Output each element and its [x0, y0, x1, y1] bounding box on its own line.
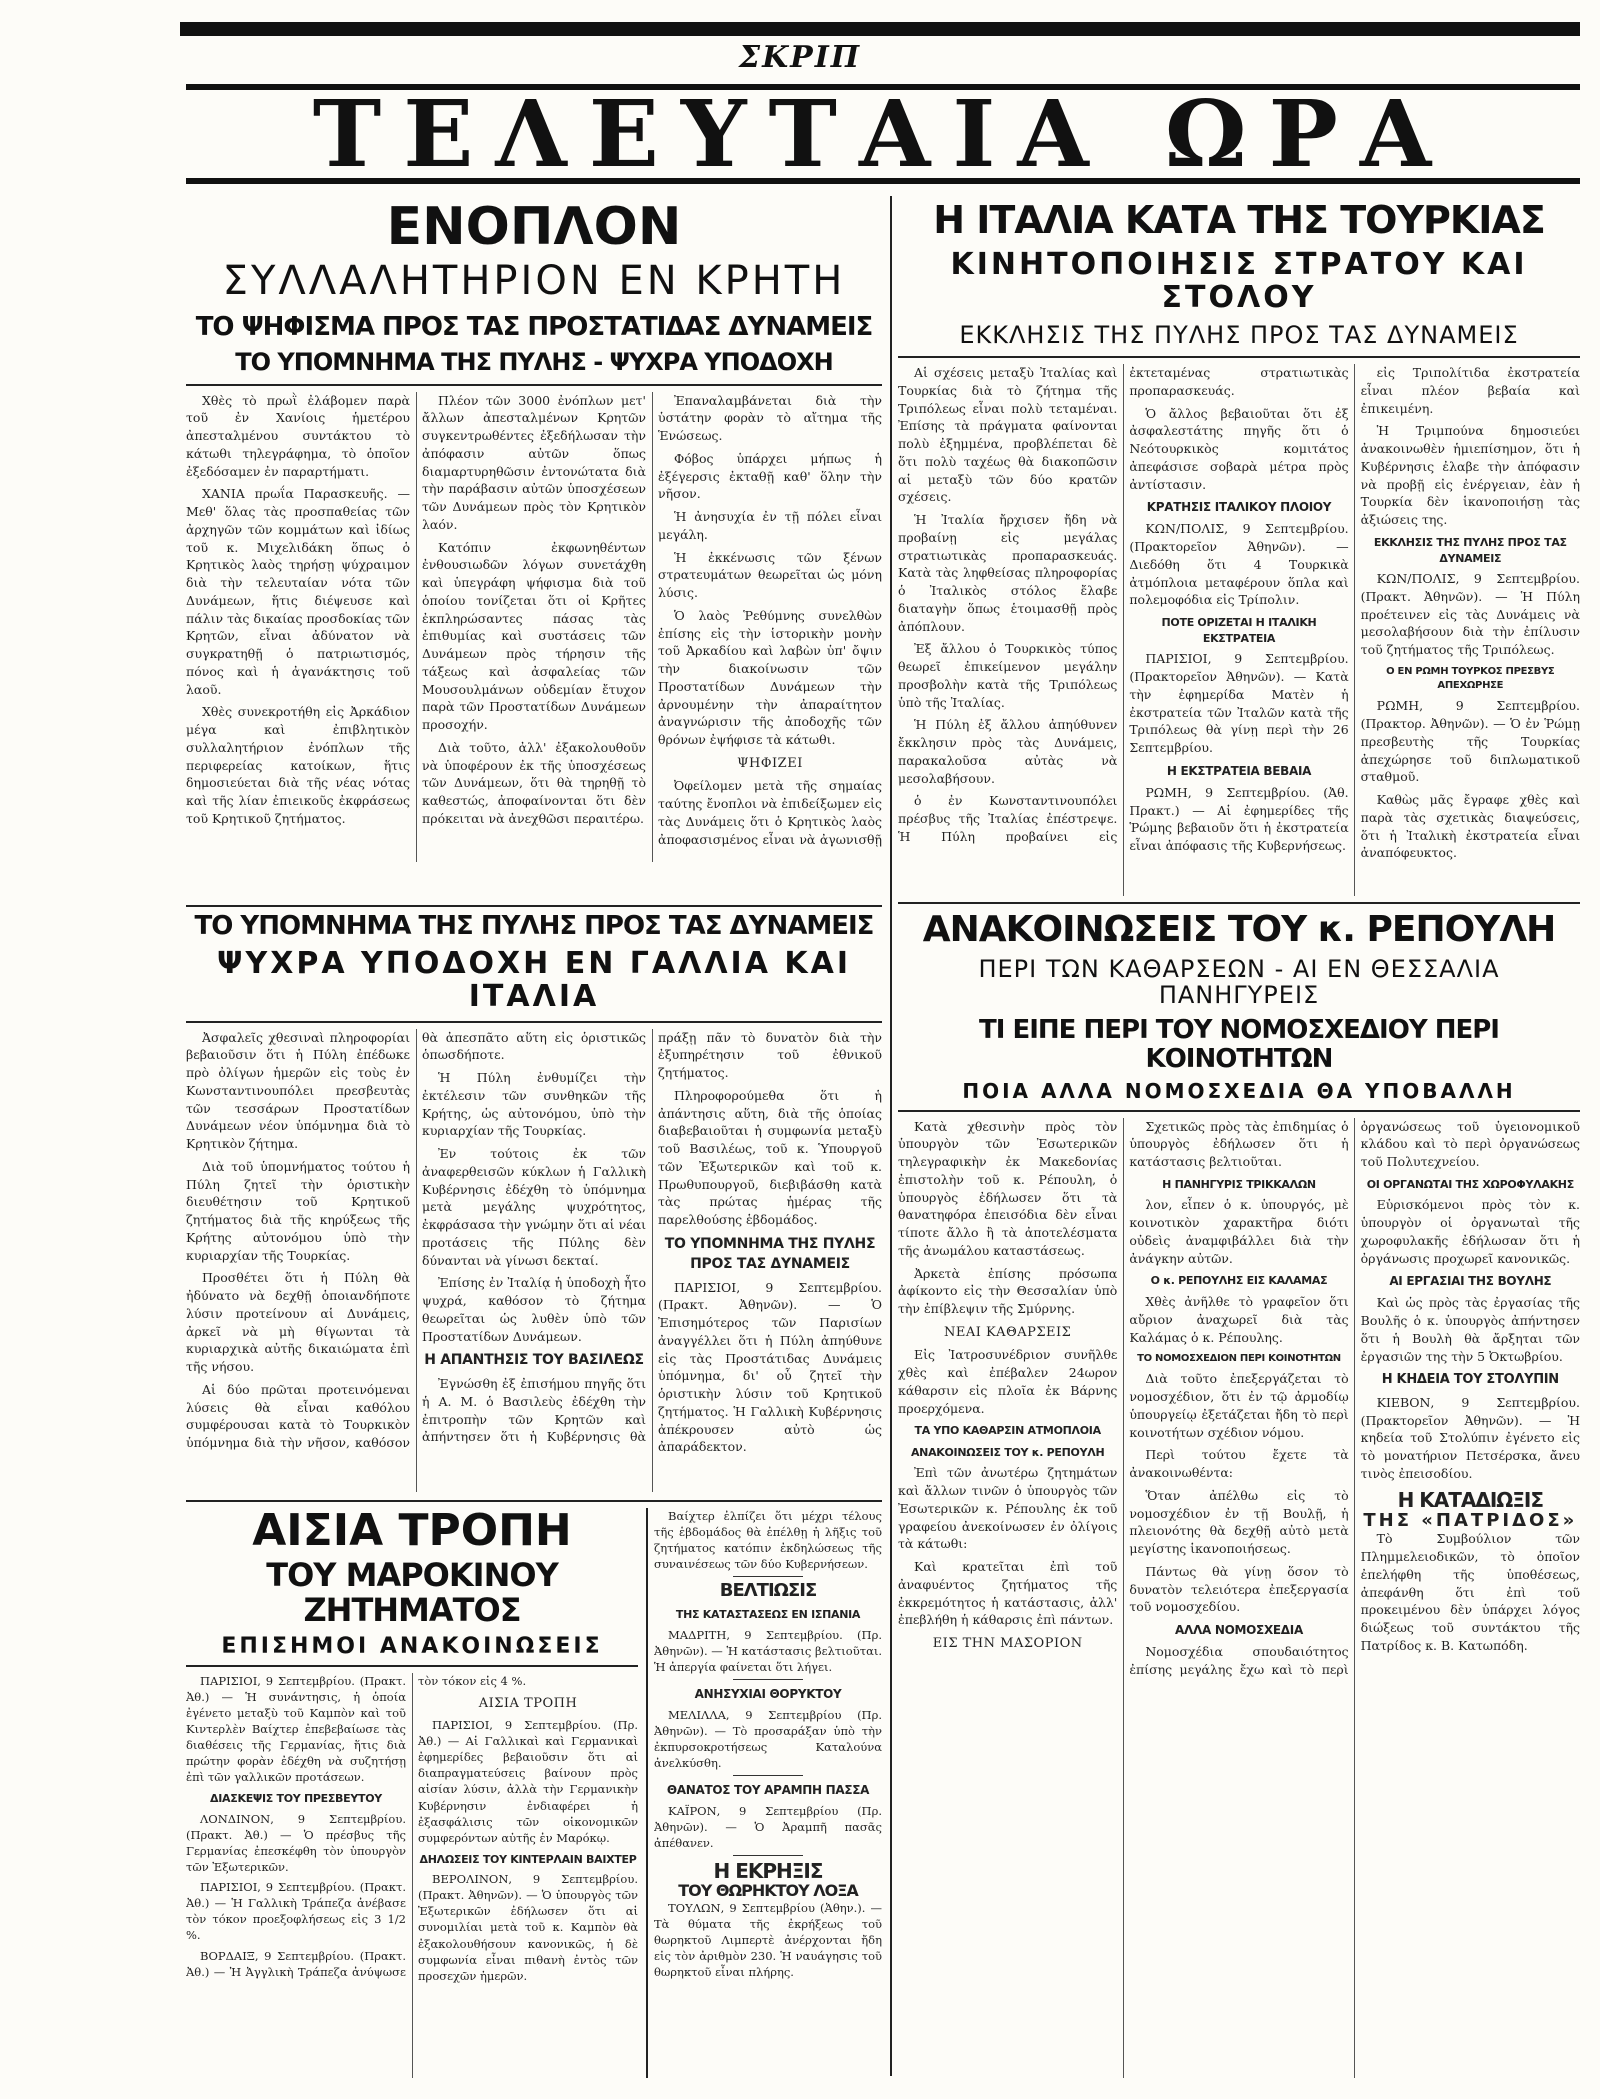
- memo-porte-heading: ΤΟ ΥΠΟΜΝΗΜΑ ΤΗΣ ΠΥΛΗΣ ΠΡΟΣ ΤΑΣ ΔΥΝΑΜΕΙΣ: [664, 1235, 876, 1272]
- crete-deck-2: ΤΟ ΥΠΟΜΝΗΜΑ ΤΗΣ ΠΥΛΗΣ - ΨΥΧΡΑ ΥΠΟΔΟΧΗ: [235, 348, 833, 377]
- morocco-para: ΠΑΡΙΣΙΟΙ, 9 Σεπτεμβρίου. (Πρακτ. Ἀθ.) — Ἡ Γαλλικὴ Τράπεζα ἀνέβασε τὸν τόκον προεξοφλήσεως εἰς 3 1/2 %.: [186, 1880, 406, 1943]
- memo-para: Αἱ δύο πρῶται προτεινόμεναι λύσεις θὰ εἶναι καθόλου συμφέρουσαι κατὰ τὸ Τουρκικὸν ὑπόμνημα διὰ τὴν νῆσον, καθόσον θὰ ἀπεσπᾶτο αὕτη εἰς ὁριστικῶς ὁπωσδήποτε.: [186, 1029, 646, 1451]
- italy-para: ΚΩΝ/ΠΟΛΙΣ, 9 Σεπτεμβρίου. (Πρακτορεῖον Ἀθηνῶν). — Διεδόθη ὅτι 4 Τουρκικὰ ἀτμόπλοια μεταφέρουν ὅπλα καὶ πολεμοφόδια εἰς Τρίπολιν.: [1129, 521, 1349, 608]
- italy-body: [898, 364, 1580, 896]
- morocco-subheadline: ΤΟΥ ΜΑΡΟΚΙΝΟΥ ΖΗΤΗΜΑΤΟΣ: [266, 1556, 558, 1630]
- italy-subheadline: ΚΙΝΗΤΟΠΟΙΗΣΙΣ ΣΤΡΑΤΟΥ ΚΑΙ ΣΤΟΛΟΥ: [950, 246, 1528, 315]
- repoulis-subhead: ΝΕΑΙ ΚΑΘΑΡΣΕΙΣ: [943, 1324, 1072, 1340]
- memo-para: Ἀσφαλεῖς χθεσιναὶ πληροφορίαι βεβαιοῦσιν ὅτι ἡ Πύλη ἐπέδωκε πρὸ ὀλίγων ἡμερῶν εἰς τοὺς ἐν Κωνσταντινουπόλει πρεσβευτὰς τῶν τεσσάρων Προστατίδων Δυνάμεων νέον ὑπόμνημα διὰ τὸ Κρητικὸν ζήτημα.: [186, 1029, 410, 1152]
- repoulis-para: Καὶ ὡς πρὸς τὰς ἐργασίας τῆς Βουλῆς ὁ κ. ὑπουργὸς ἀπήντησεν ὅτι ἡ Βουλὴ θὰ ἄρξηται τῶν ἐργασιῶν της τὴν 5 Ὀκτωβρίου.: [1360, 1295, 1580, 1364]
- newspaper-name: ΣΚΡΙΠ: [738, 40, 862, 75]
- crete-resolution-label: ΨΗΦΙΖΕΙ: [737, 755, 803, 771]
- italy-para: ΡΩΜΗ, 9 Σεπτεμβρίου. (Ἀθ. Πρακτ.) — Αἱ ἐφημερίδες τῆς Ῥώμης βεβαιοῦν ὅτι ἡ ἐκστρατεία εἶναι ἀπόφασις τῆς Κυβερνήσεως.: [1129, 784, 1349, 854]
- stolypin-headline: Η ΚΗΔΕΙΑ ΤΟΥ ΣΤΟΛΥΠΙΝ: [1381, 1372, 1559, 1388]
- italy-subhead: Ο ΕΝ ΡΩΜΗ ΤΟΥΡΚΟΣ ΠΡΕΣΒΥΣ ΑΠΕΧΩΡΗΣΕ: [1386, 665, 1555, 692]
- morocco-subhead: ΔΙΑΣΚΕΨΙΣ ΤΟΥ ΠΡΕΣΒΕΥΤΟΥ: [210, 1792, 382, 1806]
- crete-para: Ἡ ἀνησυχία ἐν τῇ πόλει εἶναι μεγάλη.: [658, 509, 882, 542]
- italy-para: ΚΩΝ/ΠΟΛΙΣ, 9 Σεπτεμβρίου. (Πρακτ. Ἀθηνῶν). — Ἡ Πύλη προέτεινεν εἰς τὰς Δυνάμεις νὰ μεσολαβήσουν διὰ τὴν ἐπίλυσιν τοῦ ζητήματος τῆς Τριπόλεως.: [1360, 571, 1580, 658]
- brief-rule: [733, 1679, 803, 1680]
- italy-para: Ἐξ ἄλλου ὁ Τουρκικὸς τύπος θεωρεῖ ἐπικείμενον μεγάλην προσβολὴν κατὰ τῆς Τριπόλεως ὑπὸ τῆς Ἰταλίας.: [898, 641, 1118, 710]
- memo-body: [186, 1029, 882, 1492]
- italy-subhead: ΕΚΚΛΗΣΙΣ ΤΗΣ ΠΥΛΗΣ ΠΡΟΣ ΤΑΣ ΔΥΝΑΜΕΙΣ: [1373, 535, 1567, 565]
- spain-headline: ΒΕΛΤΙΩΣΙΣ: [719, 1580, 817, 1602]
- briefs-body: [654, 1508, 882, 1980]
- crete-para: Χθὲς συνεκροτήθη εἰς Ἀρκάδιον μέγα καὶ ἐπιβλητικὸν συλλαλητήριον ἐνόπλων τῆς περιφερείας κατοίκων, ἥτις δημοσιεύεται διὰ τῆς νέας νότας καὶ τῆς λίαν ἐπιεικοῦς ἐκφράσεως τοῦ Κρητικοῦ ζητήματος.: [186, 704, 410, 826]
- repoulis-subhead: ΕΙΣ ΤΗΝ ΜΑΣΟΡΙΟΝ: [932, 1636, 1083, 1652]
- crete-para: Πλέον τῶν 3000 ἐνόπλων μετ' ἄλλων ἀπεσταλμένων Κρητῶν συγκεντρωθέντες ἐξεδήλωσαν τὴν ἀπόφασιν αὐτῶν ὅπως διαμαρτυρηθῶσιν ἐντονώτατα διὰ τὴν παράβασιν αὐτῶν ὑποσχέσεων τῶν Δυνάμεων πρὸς τὸν Κρητικὸν λαόν.: [422, 392, 646, 532]
- morocco-subhead: ΔΗΛΩΣΕΙΣ ΤΟΥ ΚΙΝΤΕΡΛΑΙΝ ΒΑΙΧΤΕΡ: [419, 1852, 637, 1866]
- italy-para: Ἡ Τριμπούνα δημοσιεύει ἀνακοινωθὲν ἡμιεπίσημον, ὅτι ἡ Κυβέρνησις ἐλαβε τὴν ἀπόφασιν νὰ προβῇ εἰς ἐνέργειαν, ἐὰν ἡ Τουρκία δὲν ἱκανοποιήσῃ τὰς ἀξιώσεις της.: [1360, 423, 1580, 528]
- italy-para: ΡΩΜΗ, 9 Σεπτεμβρίου. (Πρακτορ. Ἀθηνῶν). — Ὁ ἐν Ῥώμῃ πρεσβευτὴς τῆς Τουρκίας ἀπεχώρησε τοῦ διπλωματικοῦ σταθμοῦ.: [1360, 698, 1580, 785]
- brief-para: ΚΑΪΡΟΝ, 9 Σεπτεμβρίου (Πρ. Ἀθηνῶν). — Ὁ Ἀραμπῆ πασᾶς ἀπέθανεν.: [654, 1803, 882, 1850]
- repoulis-para: Περὶ τούτου ἔχετε τὰ ἀνακοινωθέντα:: [1129, 1447, 1349, 1481]
- morocco-column-rule: [646, 1508, 648, 2078]
- repoulis-deck-1: ΤΙ ΕΙΠΕ ΠΕΡΙ ΤΟΥ ΝΟΜΟΣΧΕΔΙΟΥ ΠΕΡΙ ΚΟΙΝΟΤΗΤΩΝ: [979, 1015, 1499, 1074]
- crete-body: [186, 392, 882, 862]
- italy-headline: Η ΙΤΑΛΙΑ ΚΑΤΑ ΤΗΣ ΤΟΥΡΚΙΑΣ: [933, 198, 1545, 242]
- crete-para: Φόβος ὑπάρχει μήπως ἡ ἐξέγερσις ἐκταθῇ καθ' ὅλην τὴν νῆσον.: [658, 450, 882, 502]
- italy-para: ΠΑΡΙΣΙΟΙ, 9 Σεπτεμβρίου. (Πρακτορεῖον Ἀθηνῶν). — Κατὰ τὴν ἐφημερίδα Ματὲν ἡ ἐκστρατεία τῶν Ἰταλῶν κατὰ τῆς Τριπόλεως θὰ γίνῃ περὶ τὴν 26 Σεπτεμβρίου.: [1129, 651, 1349, 756]
- brief-rule: [733, 1576, 803, 1577]
- crete-para: Διὰ τοῦτο, ἀλλ' ἐξακολουθοῦν νὰ ὑποφέρουν ἐκ τῆς ὑποσχέσεως τῶν Δυνάμεων, ὅτι θὰ τηρηθῇ τὸ καθεστώς, ἀποφαίνονται ὅτι δὲν πρόκειται νὰ ἀνεχθῶσι περαιτέρω.: [422, 739, 646, 826]
- italy-subhead: ΚΡΑΤΗΣΙΣ ΙΤΑΛΙΚΟΥ ΠΛΟΙΟΥ: [1146, 500, 1332, 515]
- memo-subheadline: ΨΥΧΡΑ ΥΠΟΔΟΧΗ ΕΝ ΓΑΛΛΙΑ ΚΑΙ ΙΤΑΛΙΑ: [217, 945, 851, 1014]
- memo-para: Πληροφορούμεθα ὅτι ἡ ἀπάντησις αὕτη, διὰ τῆς ὁποίας διαβεβαιοῦται ἡ συμφωνία μεταξὺ τοῦ Βασιλέως, τοῦ κ. Ὑπουργοῦ τῶν Ἐξωτερικῶν καὶ τοῦ κ. Πρωθυπουργοῦ, διεβιβάσθη κατὰ τὰς πρώτας ἡμέρας τῆς παρελθούσης ἑβδομάδος.: [658, 1087, 882, 1228]
- section-title: ΤΕΛΕΥΤΑΙΑ ΩΡΑ: [312, 80, 1454, 188]
- repoulis-headline: ΑΝΑΚΟΙΝΩΣΕΙΣ ΤΟΥ κ. ΡΕΠΟΥΛΗ: [922, 910, 1556, 950]
- repoulis-deck-2: ΠΟΙΑ ΑΛΛΑ ΝΟΜΟΣΧΕΔΙΑ ΘΑ ΥΠΟΒΑΛΛΗ: [962, 1078, 1516, 1103]
- morocco-headline: ΑΙΣΙΑ ΤΡΟΠΗ: [252, 1508, 572, 1556]
- section-title-banner: [186, 80, 1580, 188]
- morocco-subhead: ΑΙΣΙΑ ΤΡΟΠΗ: [478, 1695, 578, 1711]
- repoulis-para: Ἐπὶ τῶν ἀνωτέρω ζητημάτων καὶ ἄλλων τινῶν ὁ ὑπουργὸς τῶν Ἐσωτερικῶν κ. Ρέπουλης ἐκ τοῦ γραφείου ἀνεκοίνωσεν ἐν ὀλίγοις τὰ κάτωθι:: [898, 1465, 1118, 1552]
- repoulis-para: Διὰ τοῦτο ἐπεξεργάζεται τὸ νομοσχέδιον, ὅτι ἐν τῷ ἀρμοδίῳ ὑπουργείῳ ἐξετάζεται ἤδη τὸ περὶ κοινοτήτων σχέδιον νόμου.: [1129, 1371, 1349, 1440]
- brief-para: ΜΕΛΙΛΛΑ, 9 Σεπτεμβρίου (Πρ. Ἀθηνῶν). — Τὸ προσαράξαν ὑπὸ τὴν ἐκπυρσοκροτήσεως Καταλούνα ἀνελκύσθη.: [654, 1707, 882, 1770]
- morocco-para: ΒΟΡΔΑΙΞ, 9 Σεπτεμβρίου. (Πρακτ. Ἀθ.) — Ἡ Ἀγγλικὴ Τράπεζα ἀνύψωσε τὸν τόκον εἰς 4 %.: [186, 1673, 527, 1979]
- masthead-top-rule: [180, 22, 1580, 36]
- repoulis-subhead: ΤΑ ΥΠΟ ΚΑΘΑΡΣΙΝ ΑΤΜΟΠΛΟΙΑ: [914, 1424, 1101, 1438]
- repoulis-subhead: ΑΝΑΚΟΙΝΩΣΕΙΣ ΤΟΥ κ. ΡΕΠΟΥΛΗ: [910, 1445, 1105, 1459]
- repoulis-subhead: ΑΙ ΕΡΓΑΣΙΑΙ ΤΗΣ ΒΟΥΛΗΣ: [1389, 1274, 1552, 1289]
- repoulis-subhead: Ο κ. ΡΕΠΟΥΛΗΣ ΕΙΣ ΚΑΛΑΜΑΣ: [1150, 1274, 1328, 1288]
- memo-para: Ἐν τούτοις ἐκ τῶν ἀναφερθεισῶν κύκλων ἡ Γαλλικὴ Κυβέρνησις ἐδέχθη τὸ ὑπόμνημα μετὰ μεγάλης ψυχρότητος, ἐκφράσασα τὴν γνώμην ὅτι αἱ νέαι προτάσεις τῆς Πύλης δὲν δύνανται νὰ γίνωσι δεκταί.: [422, 1146, 646, 1268]
- warship-headline: ΑΝΗΣΥΧΙΑΙ ΘΟΡΥΚΤΟΥ: [694, 1686, 842, 1701]
- patris-subheadline: ΤΗΣ «ΠΑΤΡΙΔΟΣ»: [1363, 1509, 1578, 1531]
- memo-para: Διὰ τοῦ ὑπομνήματος τούτου ἡ Πύλη ζητεῖ τὴν ὁριστικὴν διευθέτησιν τοῦ Κρητικοῦ ζητήματος διὰ τῆς κηρύξεως τῆς Κρήτης αὐτονόμου ὑπὸ τὴν κυριαρχίαν τῆς Τουρκίας.: [186, 1158, 410, 1263]
- repoulis-para: Χθὲς ἀνῆλθε τὸ γραφεῖον ὅτι αὔριον ἀναχωρεῖ διὰ τὰς Καλάμας ὁ κ. Ρέπουλης.: [1129, 1294, 1349, 1345]
- repoulis-subhead: ΑΛΛΑ ΝΟΜΟΣΧΕΔΙΑ: [1175, 1623, 1303, 1638]
- morocco-para: ΠΑΡΙΣΙΟΙ, 9 Σεπτεμβρίου. (Πρακτ. Ἀθ.) — Ἡ συνάντησις, ἡ ὁποία ἐγένετο μεταξὺ τοῦ Καμπὸν καὶ τοῦ Κιντερλὲν Βαίχτερ ἐπεβεβαίωσε τὰς διαθέσεις τῆς Γερμανίας, ἥτις διὰ πρώτην φορὰν ἐδέχθη νὰ συζητήσῃ ἐπὶ τῶν γαλλικῶν προτάσεων.: [186, 1673, 406, 1785]
- brief-rule: [733, 1775, 803, 1776]
- memo-para: Ἡ Πύλη ἐνθυμίζει τὴν ἐκτέλεσιν τῶν συνθηκῶν τῆς Κρήτης, ὡς αὐτονόμου, ὑπὸ τὴν κυριαρχίαν τῆς Τουρκίας.: [422, 1070, 646, 1139]
- italy-para: ὁ ἐν Κωνσταντινουπόλει πρέσβυς τῆς Ἰταλίας ἐπέστρεψε. Ἡ Πύλη προβαίνει εἰς ἐκτεταμένας στρατιωτικὰς προπαρασκευάς.: [898, 365, 1349, 844]
- explosion-headline: Η ΕΚΡΗΞΙΣ: [713, 1859, 823, 1884]
- morocco-article: [186, 1508, 638, 2078]
- explosion-subheadline: ΤΟΥ ΘΩΡΗΚΤΟΥ ΛΟΞΑ: [678, 1881, 858, 1901]
- brief-para: ΤΟΥΛΩΝ, 9 Σεπτεμβρίου (Ἀθην.). — Τὰ θύματα τῆς ἐκρήξεως τοῦ θωρηκτοῦ Λιμπερτὲ ἀνέρχονται ἤδη εἰς τὸν ἀριθμὸν 230. Ἡ ναυάγησις τοῦ θωρηκτοῦ εἶναι πλήρης.: [654, 1900, 882, 1980]
- center-column-rule: [890, 196, 892, 2076]
- italy-article: [898, 196, 1580, 896]
- crete-head-rule: [186, 384, 882, 386]
- crete-para: ΧΑΝΙΑ πρωΐα Παρασκευῆς. — Μεθ' ὅλας τὰς προσπαθείας τῶν ἀρχηγῶν τῶν κομμάτων καὶ ἰδίως τοῦ κ. Μιχελιδάκη ὅπως ὁ Κρητικὸς λαὸς τηρήσῃ ψύχραιμον διὰ τὴν τελευταίαν νότα τῶν Δυνάμεων, ἥτις διέψευσε καὶ πάλιν τὰς δικαίας προσδοκίας τῶν Κρητῶν, εἶναι ἀδύνατον νὰ συγκρατηθῇ ὁ πατριωτισμός, πόνος καὶ ἡ ἀγανάκτησις τοῦ λαοῦ.: [186, 486, 410, 697]
- patris-headline: Η ΚΑΤΑΔΙΩΞΙΣ: [1397, 1487, 1544, 1512]
- italy-para: Αἱ σχέσεις μεταξὺ Ἰταλίας καὶ Τουρκίας διὰ τὸ ζήτημα τῆς Τριπόλεως εἶναι πολὺ τεταμέναι. Ἐπίσης τὰ πράγματα φαίνονται πολὺ ἐξημμένα, προβλέπεται δὲ ὅτι πολὺ ταχέως θὰ διακοπῶσιν αἱ μεταξὺ τῶν δύο κρατῶν σχέσεις.: [898, 365, 1118, 505]
- repoulis-body: [898, 1118, 1580, 2078]
- repoulis-para: Καὶ κρατεῖται ἐπὶ τοῦ ἀναφυέντος ζητήματος τῆς ἐκκρεμότητος ἡ κατάστασις, ἀλλ' ἐπεβλήθη ἡ κάθαρσις ἐπὶ πάντων.: [898, 1559, 1118, 1628]
- right-section-rule-1: [898, 902, 1580, 904]
- repoulis-para: ΚΙΕΒΟΝ, 9 Σεπτεμβρίου. (Πρακτορεῖον Ἀθηνῶν). — Ἡ κηδεία τοῦ Στολύπιν ἐγένετο εἰς τὸ μονατήριον Πετσέρσκα, ἄνευ τινὸς ἐπεισοδίου.: [1360, 1394, 1580, 1481]
- repoulis-para: Ὅταν ἀπέλθω εἰς τὸ νομοσχέδιον ἐν τῇ Βουλῇ, ἡ πλειονότης θὰ δεχθῇ αὐτὸ μετὰ μεγίστης ἱκανοποιήσεως.: [1129, 1487, 1349, 1557]
- crete-deck-1: ΤΟ ΨΗΦΙΣΜΑ ΠΡΟΣ ΤΑΣ ΠΡΟΣΤΑΤΙΔΑΣ ΔΥΝΑΜΕΙΣ: [195, 311, 873, 342]
- morocco-para: ΠΑΡΙΣΙΟΙ, 9 Σεπτεμβρίου. (Πρ. Ἀθ.) — Αἱ Γαλλικαὶ καὶ Γερμανικαὶ ἐφημερίδες βεβαιοῦσιν ὅτι αἱ διαπραγματεύσεις βαίνουν πρὸς αἰσίαν λύσιν, ἀλλὰ τὴν Γερμανικὴν Κυβέρνησιν ἐνδιαφέρει ἡ ἐξασφάλισις τῶν οἰκονομικῶν συμφερόντων αὐτῆς ἐν Μαρόκῳ.: [418, 1718, 638, 1845]
- left-section-rule-2: [186, 1500, 882, 1502]
- morocco-body: [186, 1673, 638, 2078]
- italy-para: εἰς Τριπολίτιδα ἐκστρατεία εἶναι πλέον βεβαία καὶ ἐπικειμένη.: [1360, 365, 1580, 416]
- repoulis-para: Πάντως θὰ γίνῃ ὅσον τὸ δυνατὸν τελειότερα ἐπεξεργασία τοῦ νομοσχεδίου.: [1129, 1563, 1349, 1615]
- memo-article: [186, 912, 882, 1492]
- repoulis-subhead: ΤΟ ΝΟΜΟΣΧΕΔΙΟΝ ΠΕΡΙ ΚΟΙΝΟΤΗΤΩΝ: [1137, 1353, 1341, 1365]
- crete-article: [186, 196, 882, 896]
- memo-para: Ἐπίσης ἐν Ἰταλίᾳ ἡ ὑποδοχὴ ἦτο ψυχρά, καθόσον τὸ ζήτημα θεωρεῖται ὡς λυθὲν ὑπὸ τῶν Προστατίδων Δυνάμεων.: [422, 1275, 646, 1344]
- crete-para: Χθὲς τὸ πρωῒ ἐλάβομεν παρὰ τοῦ ἐν Χανίοις ἡμετέρου ἀπεσταλμένου συντάκτου τὸ κάτωθι τηλεγράφημα, τὸ ὁποῖον ἐξεδόσαμεν ἐν παραρτήματι.: [186, 392, 410, 479]
- crete-subheadline: ΣΥΛΛΑΛΗΤΗΡΙΟΝ ΕΝ ΚΡΗΤΗ: [222, 257, 846, 304]
- brief-para: Βαίχτερ ἐλπίζει ὅτι μέχρι τέλους τῆς ἑβδομάδος θὰ ἐπέλθῃ ἡ λῆξις τοῦ ζητήματος κατόπιν ἐκδηλώσεως τῆς συναινέσεως τῶν δύο Κυβερνήσεων.: [654, 1509, 882, 1572]
- memo-para: ΠΑΡΙΣΙΟΙ, 9 Σεπτεμβρίου. (Πρακτ. Ἀθηνῶν). — Ὁ Ἐπισημότερος τῶν Παρισίων ἀναγγέλλει ὅτι ἡ Πύλη ἀπηύθυνε εἰς τὰς Προστάτιδας Δυνάμεις ὑπόμνημα, δι' οὗ ζητεῖ τὴν ὁριστικὴν λύσιν τοῦ Κρητικοῦ ζητήματος. Ἡ Γαλλικὴ Κυβέρνησις ἀπέκρουσεν αὐτὸ ὡς ἀπαράδεκτον.: [658, 1279, 882, 1455]
- crete-para: Ἡ ἐκκένωσις τῶν ξένων στρατευμάτων θεωρεῖται ὡς μόνη λύσις.: [658, 549, 882, 601]
- brief-rule: [733, 1855, 803, 1856]
- repoulis-subheadline: ΠΕΡΙ ΤΩΝ ΚΑΘΑΡΣΕΩΝ - ΑΙ ΕΝ ΘΕΣΣΑΛΙΑ ΠΑΝΗΓΥΡΕΙΣ: [978, 954, 1500, 1009]
- brief-para: ΜΑΔΡΙΤΗ, 9 Σεπτεμβρίου. (Πρ. Ἀθηνῶν). — Ἡ κατάστασις βελτιοῦται. Ἡ ἀπεργία φαίνεται ὅτι λήγει.: [654, 1627, 882, 1674]
- repoulis-para: Εἰς Ἰατροσυνέδριον συνῆλθε χθὲς καὶ ἐπέβαλεν 24ωρον κάθαρσιν εἰς πλοῖα ἐκ Βάρνης προερχόμενα.: [898, 1347, 1118, 1416]
- repoulis-para: Εὑρισκόμενοι πρὸς τὸν κ. ὑπουργὸν οἱ ὀργανωταὶ τῆς χωροφυλακῆς ἐδήλωσαν ὅτι ἡ ὀργάνωσις προχωρεῖ κανονικῶς.: [1360, 1197, 1580, 1266]
- italy-para: Ἡ Πύλη ἐξ ἄλλου ἀπηύθυνεν ἔκκλησιν πρὸς τὰς Δυνάμεις, παρακαλοῦσα αὐτὰς νὰ μεσολαβήσουν.: [898, 717, 1118, 786]
- italy-head-rule: [898, 356, 1580, 358]
- memo-headline: ΤΟ ΥΠΟΜΝΗΜΑ ΤΗΣ ΠΥΛΗΣ ΠΡΟΣ ΤΑΣ ΔΥΝΑΜΕΙΣ: [194, 912, 874, 941]
- repoulis-head-rule: [898, 1110, 1580, 1112]
- repoulis-article: [898, 910, 1580, 2078]
- italy-para: Καθὼς μᾶς ἔγραφε χθὲς καὶ παρὰ τὰς σχετικὰς διαψεύσεις, ὅτι ἡ Ἰταλικὴ ἐκστρατεία εἶναι ἀναπόφευκτος.: [1360, 792, 1580, 861]
- crete-para: Ἐπαναλαμβάνεται διὰ τὴν ὑστάτην φορὰν τὸ αἴτημα τῆς Ἑνώσεως.: [658, 392, 882, 444]
- morocco-deck: ΕΠΙΣΗΜΟΙ ΑΝΑΚΟΙΝΩΣΕΙΣ: [221, 1633, 603, 1659]
- memo-king-heading: Η ΑΠΑΝΤΗΣΙΣ ΤΟΥ ΒΑΣΙΛΕΩΣ: [424, 1352, 644, 1369]
- italy-para: Ὁ ἄλλος βεβαιοῦται ὅτι ἐξ ἀσφαλεστάτης πηγῆς ὅτι ὁ Νεότουρκικὸς κομιτάτος ἀπεφάσισε σοβαρὰ μέτρα πρὸς ἀντίστασιν.: [1129, 405, 1349, 492]
- memo-para: Προσθέτει ὅτι ἡ Πύλη θὰ ἠδύνατο νὰ δεχθῇ ὁποιανδήποτε λύσιν προτείνουν αἱ Δυνάμεις, ἀρκεῖ νὰ μὴ θίγωνται τὰ κυριαρχικὰ αὐτῆς δικαιώματα ἐπὶ τῆς νήσου.: [186, 1270, 410, 1375]
- repoulis-para: Τὸ Συμβούλιον τῶν Πλημμελειοδικῶν, τὸ ὁποῖον ἐπελήφθη τῆς ὑποθέσεως, ἀπεφάνθη ὅτι ἐπὶ τοῦ προκειμένου δὲν ὑπάρχει λόγος διώξεως τοῦ συντάκτου τῆς Πατρίδος κ. Β. Κατωπόδη.: [1360, 1531, 1580, 1653]
- repoulis-subhead: ΟΙ ΟΡΓΑΝΩΤΑΙ ΤΗΣ ΧΩΡΟΦΥΛΑΚΗΣ: [1366, 1177, 1574, 1191]
- italy-subhead: ΠΟΤΕ ΟΡΙΖΕΤΑΙ Η ΙΤΑΛΙΚΗ ΕΚΣΤΡΑΤΕΙΑ: [1161, 616, 1317, 645]
- crete-para: Ὁ λαὸς Ῥεθύμνης συνελθὼν ἐπίσης εἰς τὴν ἱστορικὴν μονὴν τοῦ Ἀρκαδίου καὶ λαβὼν ὑπ' ὄψιν τὴν διακοίνωσιν τῶν Προστατίδων Δυνάμεων τὴν ἀρνουμένην τὴν ἀπαραίτητον ἀναγνώρισιν τῆς ἀποδοχῆς τῶν θρόνων ἐψήφισε τὰ κάτωθι.: [658, 607, 882, 748]
- death-headline: ΘΑΝΑΤΟΣ ΤΟΥ ΑΡΑΜΠΗ ΠΑΣΣΑ: [666, 1783, 870, 1798]
- repoulis-para: Ἀρκετὰ ἐπίσης πρόσωπα ἀφίκοντο εἰς τὴν Θεσσαλίαν ὑπὸ τὴν ἐπίβλεψιν τῆς Σμύρνης.: [898, 1265, 1118, 1317]
- repoulis-para: λον, εἶπεν ὁ κ. ὑπουργός, μὲ κοινοτικὸν χαρακτῆρα διότι οὐδεὶς ἀναμφιβάλλει διὰ τὴν ἀνάγκην αὐτῶν.: [1129, 1197, 1349, 1266]
- memo-para: Ἐγνώσθη ἐξ ἐπισήμου πηγῆς ὅτι ἡ Α. Μ. ὁ Βασιλεὺς ἐδέχθη τὴν ἐπιτροπὴν τῶν Κρητῶν καὶ ἀπήντησεν ὅτι ἡ Κυβέρνησις θὰ πράξῃ πᾶν τὸ δυνατὸν διὰ τὴν ἐξυπηρέτησιν τοῦ ἐθνικοῦ ζητήματος.: [422, 1029, 882, 1445]
- spain-subheadline: ΤΗΣ ΚΑΤΑΣΤΑΣΕΩΣ ΕΝ ΙΣΠΑΝΙΑ: [675, 1608, 861, 1622]
- left-section-rule-1: [186, 905, 882, 907]
- repoulis-para: Νομοσχέδια σπουδαιότητος ἐπίσης μεγάλης ἔχω καὶ τὸ περὶ ὀργανώσεως τοῦ ὑγειονομικοῦ κλάδου καὶ τὸ περὶ ὀργανώσεως τοῦ Πολυτεχνείου.: [1129, 1118, 1580, 1677]
- morocco-para: ΛΟΝΔΙΝΟΝ, 9 Σεπτεμβρίου. (Πρακτ. Ἀθ.) — Ὁ πρέσβυς τῆς Γερμανίας ἐπεσκέφθη τὸν ὑπουργὸν τῶν Ἐξωτερικῶν.: [186, 1811, 406, 1875]
- italy-subhead: Η ΕΚΣΤΡΑΤΕΙΑ ΒΕΒΑΙΑ: [1166, 763, 1312, 778]
- morocco-para: ΒΕΡΟΛΙΝΟΝ, 9 Σεπτεμβρίου. (Πρακτ. Ἀθηνῶν). — Ὁ ὑπουργὸς τῶν Ἐξωτερικῶν ἐδήλωσεν ὅτι αἱ συνομιλίαι μετὰ τοῦ κ. Καμπὸν θὰ ἐξακολουθήσουν κανονικῶς, ἡ δὲ συμφωνία εἶναι πιθανὴ ἐντὸς τῶν προσεχῶν ἡμερῶν.: [418, 1872, 638, 1983]
- repoulis-para: Σχετικῶς πρὸς τὰς ἐπιδημίας ὁ ὑπουργὸς ἐδήλωσεν ὅτι ἡ κατάστασις βελτιοῦται.: [1129, 1118, 1349, 1170]
- repoulis-para: Κατὰ χθεσινὴν πρὸς τὸν ὑπουργὸν τῶν Ἐσωτερικῶν τηλεγραφικὴν ἐκ Μακεδονίας ἐπιστολὴν τοῦ κ. Ρέπουλη, ὁ ὑπουργὸς ἐδήλωσεν ὅτι τὰ θανατηφόρα ἐπεισόδια δὲν εἶναι τίποτε ἄλλο ἢ τὰ ἀποτελέσματα τῆς ἀνωμάλου καταστάσεως.: [898, 1118, 1118, 1258]
- crete-headline: ΕΝΟΠΛΟΝ: [386, 197, 682, 257]
- crete-para: Ὀφείλομεν μετὰ τῆς σημαίας ταύτης ἔνοπλοι νὰ ἐπιδείξωμεν εἰς τὰς Δυνάμεις ὅτι ὁ Κρητικὸς λαὸς ἀποφασισμένος εἶναι νὰ ἀγωνισθῇ: [658, 778, 882, 847]
- repoulis-subhead: Η ΠΑΝΗΓΥΡΙΣ ΤΡΙΚΚΑΛΩΝ: [1162, 1177, 1316, 1191]
- briefs-column: [654, 1508, 882, 2078]
- crete-para: Κατόπιν ἐκφωνηθέντων ἐνθουσιωδῶν λόγων συνετάχθη καὶ ὑπεγράφη ψήφισμα διὰ τοῦ ὁποίου τονίζεται ὅτι οἱ Κρῆτες ἐκπληρώσαντες πάσας τὰς ἐπιθυμίας καὶ συστάσεις τῶν Δυνάμεων πρὸς τήρησιν τῆς τάξεως καὶ ἀσφαλείας τῶν Μουσουλμάνων οὐδεμίαν ἔτυχον παρὰ τῶν Προστατίδων Δυνάμεων προσοχήν.: [422, 539, 646, 733]
- morocco-head-rule: [186, 1665, 638, 1667]
- italy-para: Ἡ Ἰταλία ἤρχισεν ἤδη νὰ προβαίνῃ εἰς μεγάλας στρατιωτικὰς προπαρασκευάς. Κατὰ τὰς ληφθείσας πληροφορίας ὁ Ἰταλικὸς στόλος ἔλαβε διαταγὴν ὅπως ἑτοιμασθῇ πρὸς ἀπόπλουν.: [898, 512, 1118, 634]
- italy-deck: ΕΚΚΛΗΣΙΣ ΤΗΣ ΠΥΛΗΣ ΠΡΟΣ ΤΑΣ ΔΥΝΑΜΕΙΣ: [959, 320, 1519, 349]
- memo-head-rule: [186, 1021, 882, 1023]
